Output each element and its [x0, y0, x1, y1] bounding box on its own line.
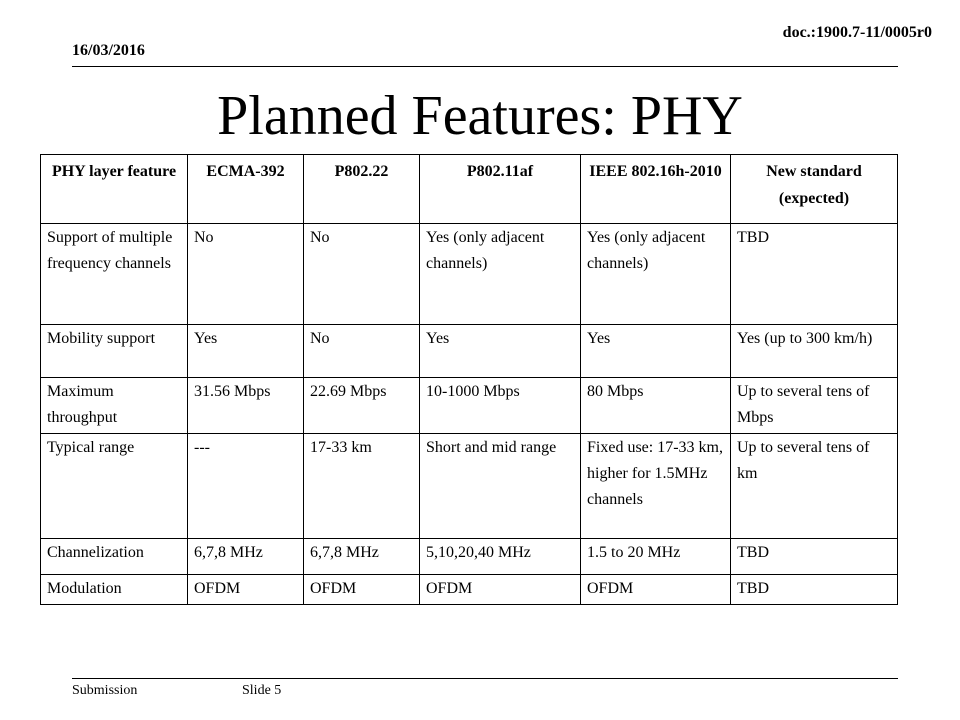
table-cell: Maximum throughput: [41, 378, 188, 434]
column-header: ECMA-392: [188, 155, 304, 224]
table-row: [41, 539, 898, 575]
table-cell: No: [188, 224, 304, 325]
table-cell: Up to several tens of km: [731, 434, 898, 539]
table-cell: OFDM: [304, 575, 420, 605]
table-row: [41, 224, 898, 325]
table-cell: 10-1000 Mbps: [420, 378, 581, 434]
column-header: P802.11af: [420, 155, 581, 224]
column-header: IEEE 802.16h-2010: [581, 155, 731, 224]
table-cell: OFDM: [188, 575, 304, 605]
table-cell: Yes: [420, 325, 581, 378]
table-row: [41, 575, 898, 605]
table-cell: 5,10,20,40 MHz: [420, 539, 581, 575]
footer-submission: Submission: [72, 683, 138, 698]
table-cell: 80 Mbps: [581, 378, 731, 434]
table-cell: 1.5 to 20 MHz: [581, 539, 731, 575]
table-cell: Yes (up to 300 km/h): [731, 325, 898, 378]
column-header: New standard (expected): [731, 155, 898, 224]
table-cell: Yes: [581, 325, 731, 378]
footer-divider: [72, 678, 898, 679]
table-cell: OFDM: [420, 575, 581, 605]
table-cell: No: [304, 325, 420, 378]
slide-date: 16/03/2016: [72, 42, 145, 59]
table-header-row: [41, 155, 898, 224]
slide-title: Planned Features: PHY: [217, 85, 743, 147]
table-cell: Mobility support: [41, 325, 188, 378]
table-cell: Short and mid range: [420, 434, 581, 539]
table-row: [41, 325, 898, 378]
table-cell: 6,7,8 MHz: [188, 539, 304, 575]
table-cell: OFDM: [581, 575, 731, 605]
document-id: doc.:1900.7-11/0005r0: [782, 24, 932, 41]
slide-number: Slide 5: [242, 683, 282, 698]
table-cell: Yes (only adjacent channels): [420, 224, 581, 325]
table-cell: TBD: [731, 539, 898, 575]
table-row: [41, 434, 898, 539]
table-row: [41, 378, 898, 434]
table-cell: 17-33 km: [304, 434, 420, 539]
table-cell: ---: [188, 434, 304, 539]
table-cell: No: [304, 224, 420, 325]
table-cell: 22.69 Mbps: [304, 378, 420, 434]
header-divider: [72, 66, 898, 67]
table-cell: Modulation: [41, 575, 188, 605]
table-cell: Yes (only adjacent channels): [581, 224, 731, 325]
table-cell: TBD: [731, 575, 898, 605]
table-cell: Yes: [188, 325, 304, 378]
table-cell: Fixed use: 17-33 km, higher for 1.5MHz channels: [581, 434, 731, 539]
table-cell: 6,7,8 MHz: [304, 539, 420, 575]
table-cell: Up to several tens of Mbps: [731, 378, 898, 434]
column-header: PHY layer feature: [41, 155, 188, 224]
table-cell: TBD: [731, 224, 898, 325]
phy-features-table: [40, 154, 898, 605]
table-cell: 31.56 Mbps: [188, 378, 304, 434]
table-cell: Typical range: [41, 434, 188, 539]
column-header: P802.22: [304, 155, 420, 224]
table-cell: Support of multiple frequency channels: [41, 224, 188, 325]
table-cell: Channelization: [41, 539, 188, 575]
